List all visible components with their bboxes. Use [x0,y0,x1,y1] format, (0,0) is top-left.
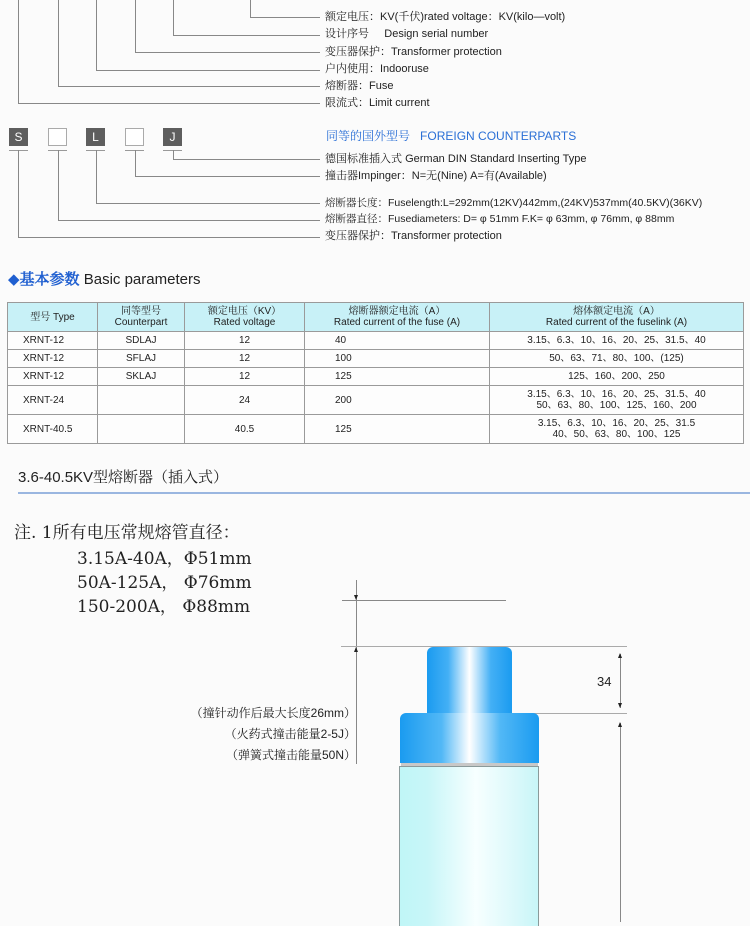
leader-line [18,237,320,238]
annotation: （弹簧式撞击能量50N） [225,748,356,762]
arrow-down-icon [618,703,622,708]
fuselink-line: 3.15、6.3、10、16、20、25、31.5 [537,418,696,429]
leader-line [135,0,136,53]
cell-fuse-current: 100 [305,350,490,368]
cell-fuselink-current [490,415,744,444]
dimension-line [342,600,506,601]
cell-voltage: 24 [185,386,305,415]
leader-line [173,0,174,35]
foreign-item-cn: 变压器保护： [325,230,391,242]
cell-type: XRNT-24 [8,386,98,415]
header-fuse-current [305,303,490,332]
leader-line [58,86,320,87]
header-label: 型号 Type [30,311,75,323]
cell-type: XRNT-12 [8,368,98,386]
dimension-line [620,723,621,922]
leader-line [58,150,59,221]
table-row [8,415,744,444]
diamond-icon: ◆ [8,271,20,288]
table-row [8,332,744,350]
header-en: Counterpart [114,317,168,328]
title-cn: 同等的国外型号 [326,129,411,143]
cell-type: XRNT-12 [8,332,98,350]
foreign-item [325,153,586,166]
cell-voltage: 12 [185,332,305,350]
leader-line [18,0,19,104]
foreign-item [325,197,702,210]
header-cn: 同等型号 [121,306,161,317]
header-counterpart [98,303,185,332]
leader-line [58,220,320,221]
fuselink-line: 3.15、6.3、10、16、20、25、31.5、40 [527,335,706,346]
cell-fuse-current: 125 [305,368,490,386]
heading-en: Basic parameters [83,271,201,288]
dimension-line [620,654,621,708]
table-header-row [8,303,744,332]
cell-voltage: 12 [185,350,305,368]
arrow-up-icon [618,722,622,727]
header-cn: 额定电压（KV） [207,306,282,317]
foreign-item-en: Fusediameters: D= φ 51mm F.K= φ 63mm, φ 76mm, φ 88mm [388,213,675,225]
section-divider [18,492,750,494]
cell-counterpart: SKLAJ [98,368,185,386]
foreign-item-en: N=无(Nine) A=有(Available) [411,170,547,182]
legend-item-cn: 变压器保护： [325,46,391,58]
cell-fuselink-current [490,386,744,415]
fuse-striker-cap [427,647,512,713]
legend-item [325,11,565,24]
legend-item [325,28,488,41]
legend-item-en: KV(千伏)rated voltage：KV(kilo—volt) [380,11,566,23]
leader-line [58,0,59,87]
dimension-line [356,580,357,764]
legend-item-cn: 熔断器： [325,80,369,92]
legend-item-en: Indooruse [380,63,429,75]
foreign-item-cn: 熔断器长度： [325,197,388,209]
leader-line [135,176,320,177]
header-fuselink-current [490,303,744,332]
header-cn: 熔断器额定电流（A） [348,306,446,317]
section-subtitle: 3.6-40.5KV型熔断器（插入式） [18,469,229,486]
basic-parameters-heading [8,268,200,289]
code-box-l: L [86,128,105,146]
leader-line [173,159,320,160]
annotation: （火药式撞击能量2-5J） [224,727,356,741]
cell-fuselink-current [490,332,744,350]
fuselink-line: 40、50、63、80、100、125 [552,429,681,440]
cell-type: XRNT-12 [8,350,98,368]
cell-fuselink-current [490,368,744,386]
table-row [8,368,744,386]
foreign-item-cn: 熔断器直径： [325,213,388,225]
cell-fuselink-current [490,350,744,368]
leader-line [96,70,320,71]
note-line: 150-200A， Φ88mm [77,597,251,617]
legend-item-cn: 限流式： [325,97,369,109]
legend-item-en: Transformer protection [391,46,502,58]
cell-counterpart: SFLAJ [98,350,185,368]
foreign-item-en: German DIN Standard Inserting Type [405,153,587,165]
cell-fuse-current: 125 [305,415,490,444]
foreign-item [325,170,547,183]
header-en: Rated current of the fuselink (A) [545,317,688,328]
fuse-tube [399,766,539,926]
legend-item-cn: 额定电压： [325,11,380,23]
fuse-end-cap [400,713,539,763]
foreign-item-en: Fuselength:L=292mm(12KV)442mm,(24KV)537mm(40.5KV)(36KV) [388,197,703,209]
leader-line [135,150,136,177]
leader-line [96,203,320,204]
annotation: （撞针动作后最大长度26mm） [190,706,356,720]
legend-item [325,97,430,110]
arrow-up-icon [354,647,358,652]
cell-fuse-current: 200 [305,386,490,415]
leader-line [96,0,97,70]
cell-voltage: 40.5 [185,415,305,444]
fuselink-line: 50、63、71、80、100、(125) [549,353,684,364]
heading-cn: 基本参数 [19,271,80,288]
leader-line [250,17,320,18]
fuselink-line: 50、63、80、100、125、160、200 [536,400,697,411]
dimension-label: 34 [597,674,612,689]
title-en: FOREIGN COUNTERPARTS [420,129,577,143]
leader-line [96,150,97,204]
legend-item-en: Design serial number [384,28,489,40]
header-cn: 熔体额定电流（A） [573,306,660,317]
foreign-item-en: Transformer protection [391,230,502,242]
header-type [8,303,98,332]
legend-item [325,80,393,93]
foreign-item-cn: 撞击器Impinger： [325,170,412,182]
code-box-s: S [9,128,28,146]
foreign-item [325,213,674,226]
note-line: 3.15A-40A，Φ51mm [77,549,252,569]
leader-line [18,150,19,238]
cell-counterpart: SDLAJ [98,332,185,350]
note-heading: 注. 1所有电压常规熔管直径： [14,523,240,543]
legend-item [325,46,502,59]
header-en: Rated current of the fuse (A) [333,317,461,328]
table-row [8,350,744,368]
legend-item-cn: 户内使用： [325,63,380,75]
leader-line [173,35,320,36]
code-box-blank [125,128,144,146]
leader-line [18,103,320,104]
legend-item-cn: 设计序号 [325,28,369,40]
leader-line [135,52,320,53]
cell-counterpart [98,386,185,415]
foreign-counterparts-title [326,127,576,144]
basic-parameters-table [7,302,744,444]
legend-item-en: Limit current [369,97,430,109]
code-box-blank [48,128,67,146]
foreign-item-cn: 德国标准插入式 [325,153,402,165]
fuselink-line: 3.15、6.3、10、16、20、25、31.5、40 [527,389,706,400]
arrow-up-icon [618,653,622,658]
legend-item [325,63,429,76]
cell-counterpart [98,415,185,444]
cell-type: XRNT-40.5 [8,415,98,444]
fuselink-line: 125、160、200、250 [568,371,665,382]
table-row [8,386,744,415]
legend-item-en: Fuse [369,80,394,92]
note-line: 50A-125A， Φ76mm [77,573,252,593]
cell-fuse-current: 40 [305,332,490,350]
leader-line [250,0,251,18]
code-box-j: J [163,128,182,146]
header-en: Rated voltage [213,317,276,328]
foreign-item [325,230,502,243]
header-rated-voltage [185,303,305,332]
cell-voltage: 12 [185,368,305,386]
